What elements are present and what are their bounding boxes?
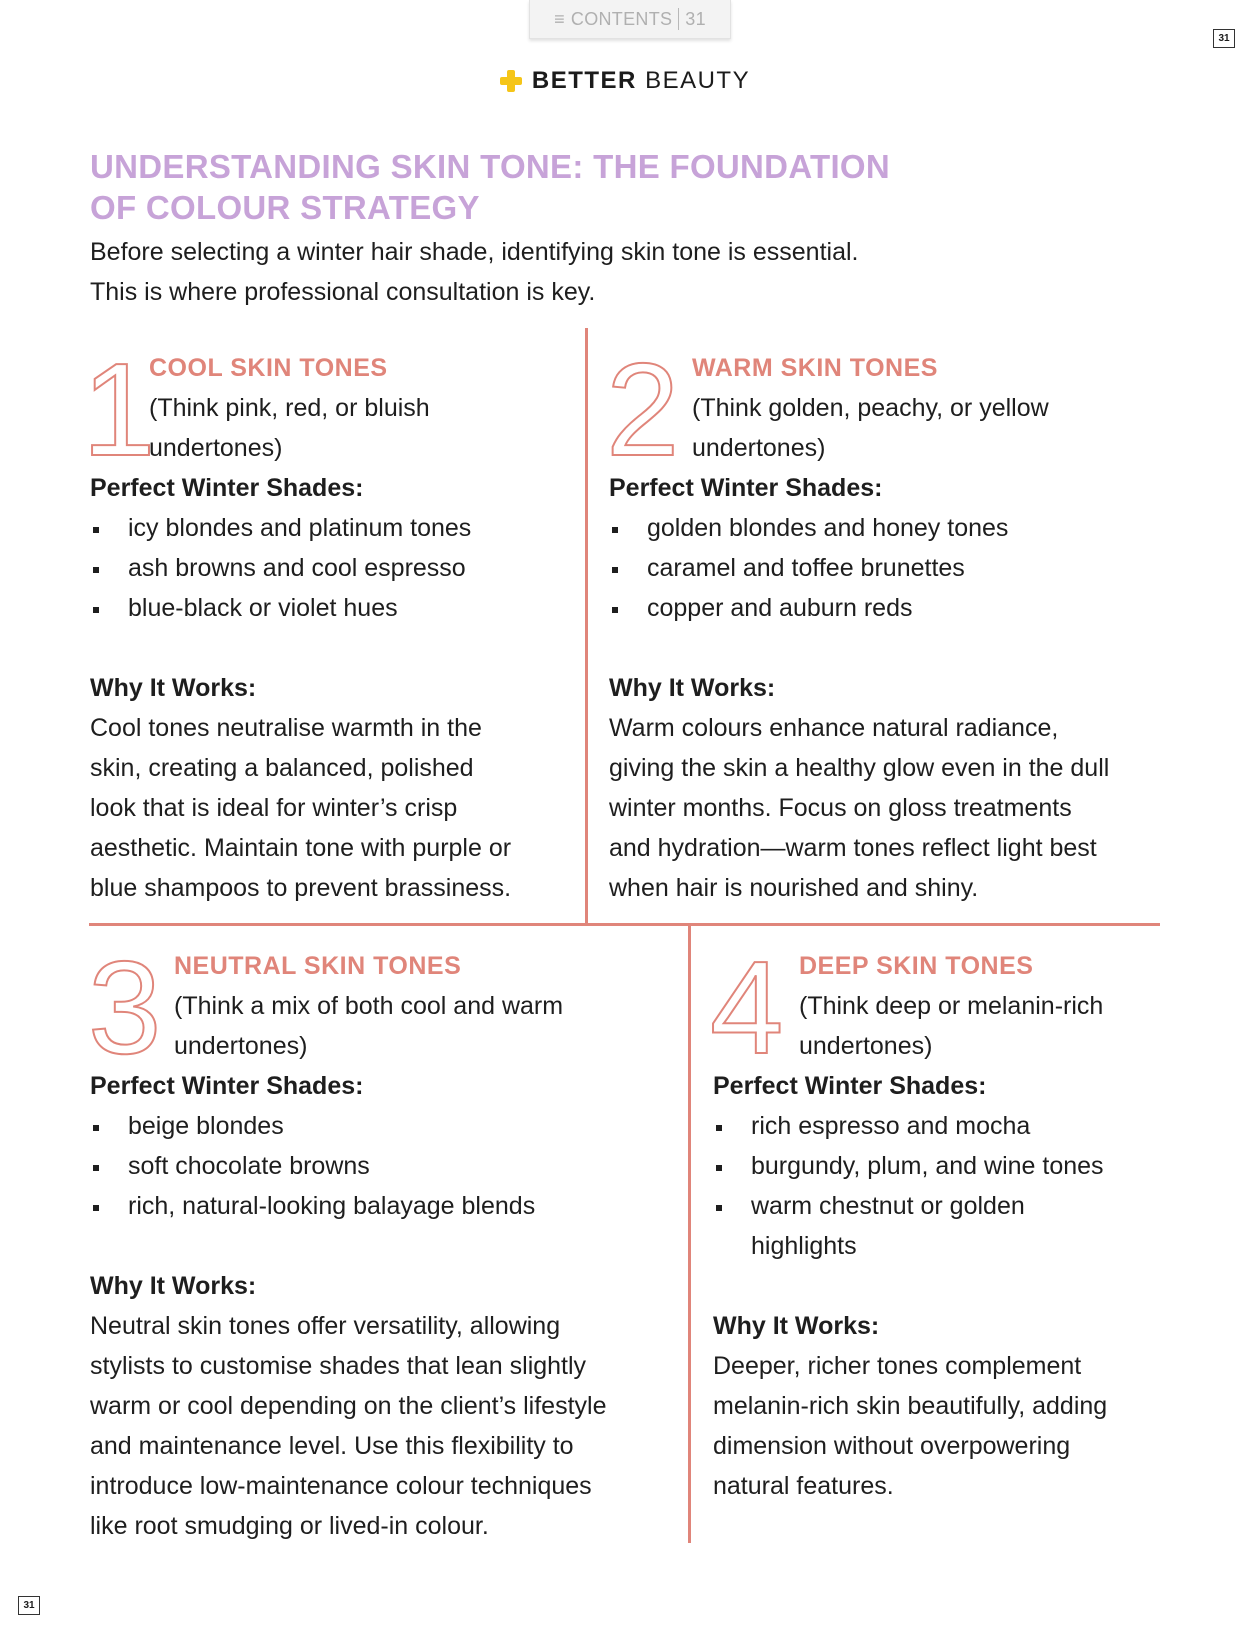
section-2-subtitle-line-2: undertones) [692,434,826,462]
numeral-1: 1 [82,336,156,483]
section-3-why-line: warm or cool depending on the client’s lifestyle [90,1392,607,1420]
page-badge-bottom[interactable]: 31 [18,1596,40,1615]
section-2-title: WARM SKIN TONES [692,354,938,382]
section-3-why-line: stylists to customise shades that lean slightly [90,1352,587,1380]
section-4-header [799,946,1229,1066]
list-item: rich, natural-looking balayage blends [90,1186,670,1226]
contents-label: CONTENTS [570,8,673,29]
section-1-why [90,668,570,908]
section-1-perfect-label: Perfect Winter Shades: [90,474,364,502]
section-1-why-line: skin, creating a balanced, polished [90,754,474,782]
section-3-why [90,1266,680,1546]
section-3-shades-list [90,1106,670,1226]
section-3-why-line: Neutral skin tones offer versatility, allowing [90,1312,561,1340]
list-item: beige blondes [90,1106,670,1146]
section-2-subtitle-line-1: (Think golden, peachy, or yellow [692,394,1049,422]
page-badge-top[interactable]: 31 [1213,29,1235,48]
section-1-header [149,348,569,468]
intro-line-2: This is where professional consultation is key. [90,278,596,306]
section-1-why-line: aesthetic. Maintain tone with purple or [90,834,512,862]
section-4-why-label: Why It Works: [713,1312,880,1340]
section-2-header [692,348,1162,468]
list-item: golden blondes and honey tones [609,508,1169,548]
list-item-continuation: highlights [751,1232,857,1260]
section-3-why-label: Why It Works: [90,1272,257,1300]
brand-bold: BETTER [531,67,637,94]
intro-line-1: Before selecting a winter hair shade, identifying skin tone is essential. [90,238,859,266]
list-item: icy blondes and platinum tones [90,508,570,548]
section-1-subtitle-line-2: undertones) [149,434,283,462]
section-3-title: NEUTRAL SKIN TONES [174,952,462,980]
section-1-why-line: Cool tones neutralise warmth in the [90,714,482,742]
horizontal-divider [89,923,1160,926]
list-item: blue-black or violet hues [90,588,570,628]
section-4-perfect-label: Perfect Winter Shades: [713,1072,987,1100]
section-2-why-line: and hydration—warm tones reflect light best [609,834,1097,862]
section-4-subtitle-line-1: (Think deep or melanin-rich [799,992,1104,1020]
brand-light: BEAUTY [645,67,751,94]
section-1-shades-list [90,508,570,628]
contents-button[interactable] [529,0,731,39]
section-1-why-line: look that is ideal for winter’s crisp [90,794,458,822]
section-2-body [609,468,1169,628]
section-1-why-label: Why It Works: [90,674,257,702]
list-item: warm chestnut or golden [713,1186,1213,1226]
menu-icon: ≡ [554,8,565,29]
list-item: copper and auburn reds [609,588,1169,628]
section-4-why-line: dimension without overpowering [713,1432,1071,1460]
section-2-why-label: Why It Works: [609,674,776,702]
section-4-subtitle-line-2: undertones) [799,1032,933,1060]
numeral-3: 3 [88,934,162,1081]
section-3-header [174,946,674,1066]
brand-header [0,66,1250,96]
intro-paragraph [90,232,990,312]
list-item: ash browns and cool espresso [90,548,570,588]
contents-page-number: 31 [685,8,706,29]
vertical-divider-top [585,328,588,924]
section-2-perfect-label: Perfect Winter Shades: [609,474,883,502]
section-4-why-line: Deeper, richer tones complement [713,1352,1082,1380]
vertical-divider-bottom [688,923,691,1543]
section-2-why-line: when hair is nourished and shiny. [609,874,979,902]
section-2-shades-list [609,508,1169,628]
section-1-subtitle-line-1: (Think pink, red, or bluish [149,394,430,422]
section-4-why-line: melanin-rich skin beautifully, adding [713,1392,1108,1420]
section-4-body [713,1066,1213,1266]
page-title-line-1: UNDERSTANDING SKIN TONE: THE FOUNDATION [90,148,891,185]
numeral-4: 4 [710,934,784,1081]
list-item: rich espresso and mocha [713,1106,1213,1146]
list-item: soft chocolate browns [90,1146,670,1186]
section-1-why-line: blue shampoos to prevent brassiness. [90,874,512,902]
section-2-why-line: giving the skin a healthy glow even in the dull [609,754,1110,782]
section-1-body [90,468,570,628]
section-4-title: DEEP SKIN TONES [799,952,1034,980]
brand-name [532,67,750,95]
numeral-2: 2 [606,336,680,483]
section-3-why-line: like root smudging or lived-in colour. [90,1512,489,1540]
section-2-why [609,668,1209,908]
page-title-line-2: OF COLOUR STRATEGY [90,189,480,226]
section-3-body [90,1066,670,1226]
section-3-why-line: and maintenance level. Use this flexibility to [90,1432,574,1460]
section-2-why-line: winter months. Focus on gloss treatments [609,794,1072,822]
section-4-why [713,1306,1213,1506]
separator [678,8,679,30]
section-3-perfect-label: Perfect Winter Shades: [90,1072,364,1100]
section-4-why-line: natural features. [713,1472,894,1500]
list-item: caramel and toffee brunettes [609,548,1169,588]
section-4-shades-list [713,1106,1213,1266]
section-3-subtitle-line-1: (Think a mix of both cool and warm [174,992,564,1020]
section-3-why-line: introduce low-maintenance colour techniques [90,1472,592,1500]
section-1-title: COOL SKIN TONES [149,354,388,382]
list-item: burgundy, plum, and wine tones [713,1146,1213,1186]
plus-cross-icon [500,70,522,92]
section-2-why-line: Warm colours enhance natural radiance, [609,714,1059,742]
page-title [90,146,990,228]
section-3-subtitle-line-2: undertones) [174,1032,308,1060]
